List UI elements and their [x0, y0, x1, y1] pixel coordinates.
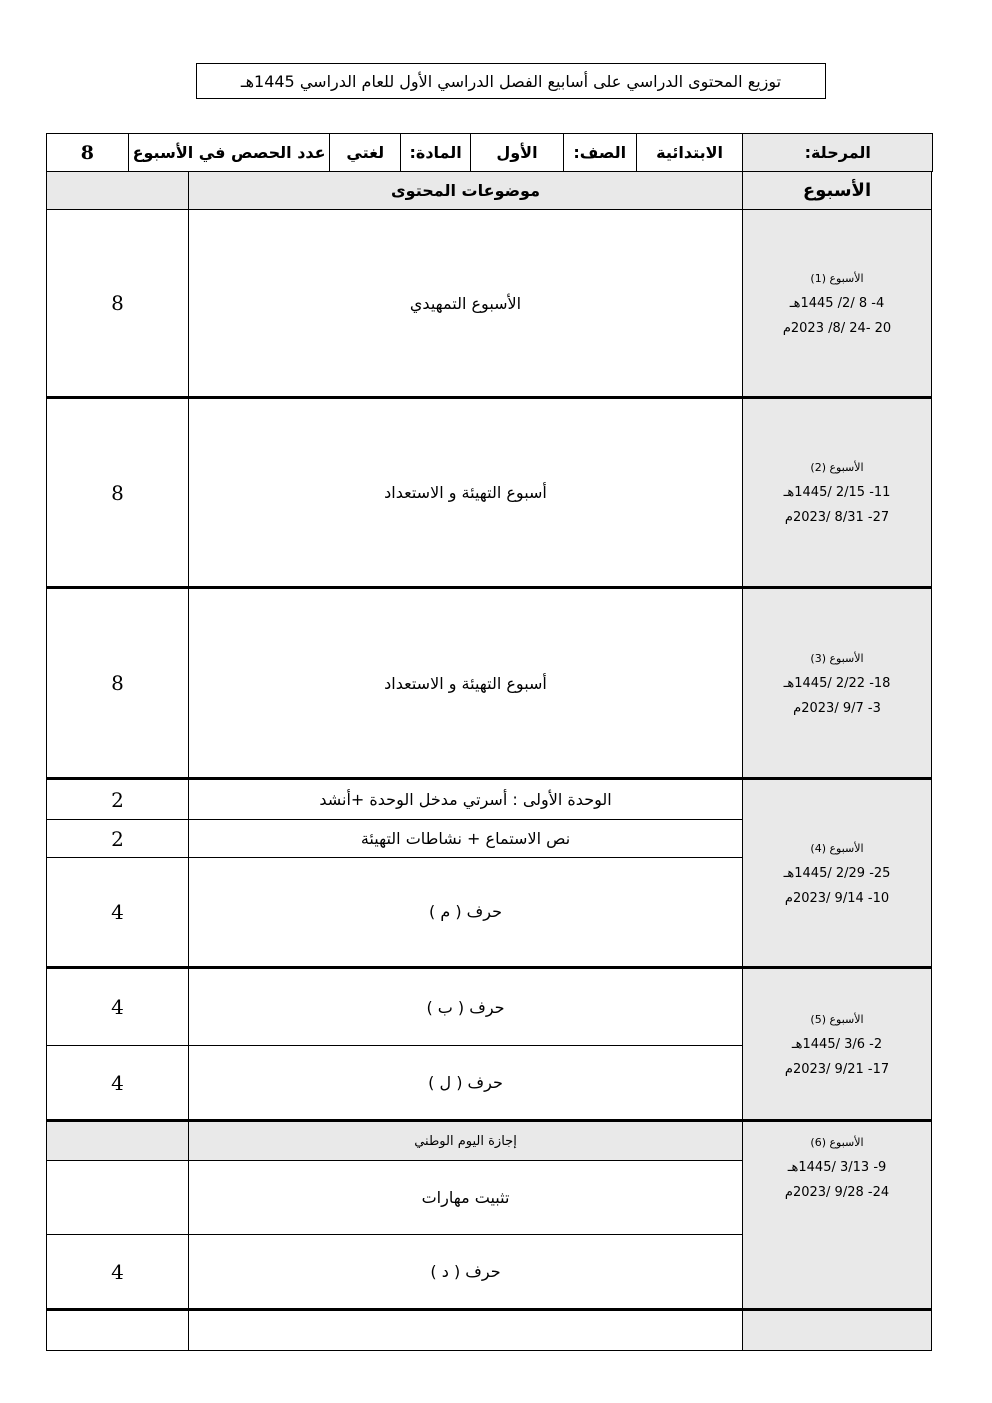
week-column-header: الأسبوع	[742, 171, 932, 210]
week-4-topics	[47, 780, 743, 969]
period-count: 2	[46, 779, 189, 820]
info-header-row	[47, 134, 933, 172]
topic-cell: حرف ( د )	[188, 1234, 743, 1311]
topic-cell: الوحدة الأولى : أسرتي مدخل الوحدة +أنشد	[188, 779, 743, 820]
week-label: الأسبوع (1)	[810, 271, 864, 285]
week-hijri-date: 2- 3/6 /1445هـ	[791, 1036, 883, 1052]
stage-label: المرحلة:	[742, 133, 933, 172]
week-6-cell	[742, 1121, 932, 1311]
period-count	[46, 1160, 189, 1235]
week-gregorian-date: 3- 9/7 /2023م	[793, 700, 881, 716]
topic-cell: حرف ( ب )	[188, 968, 743, 1046]
period-count: 4	[46, 857, 189, 969]
empty-cell	[46, 1310, 189, 1351]
period-count: 4	[46, 968, 189, 1046]
subject-value: لغتي	[329, 133, 401, 172]
week-label: الأسبوع (5)	[810, 1012, 864, 1026]
empty-row	[47, 1311, 933, 1351]
holiday-cell: إجازة اليوم الوطني	[188, 1121, 743, 1161]
stage-value: الابتدائية	[636, 133, 744, 172]
week-hijri-date: 25- 2/29 /1445هـ	[783, 865, 891, 881]
week-5-row	[47, 969, 933, 1122]
period-count: 8	[46, 396, 189, 589]
period-count: 2	[46, 819, 189, 857]
period-count: 8	[46, 588, 189, 780]
page-title: توزيع المحتوى الدراسي على أسابيع الفصل الدراسي الأول للعام الدراسي 1445هـ	[196, 63, 826, 99]
topic-row	[47, 780, 743, 820]
week-5-topics	[47, 969, 743, 1122]
topic-cell: حرف ( م )	[188, 857, 743, 969]
subject-label: المادة:	[400, 133, 471, 172]
empty-week-cell	[742, 1310, 932, 1351]
topic-row	[47, 858, 743, 969]
week-label: الأسبوع (3)	[810, 651, 864, 665]
topic-row	[47, 969, 743, 1046]
week-1-cell	[742, 209, 932, 397]
topic-row	[47, 1046, 743, 1122]
week-gregorian-date: 27- 8/31 /2023م	[784, 510, 890, 525]
week-6-row	[47, 1122, 933, 1311]
week-4-cell	[742, 779, 932, 969]
week-1-row	[47, 210, 933, 397]
period-count	[46, 1121, 189, 1161]
week-gregorian-date: 17- 9/21 /2023م	[784, 1061, 890, 1077]
week-label: الأسبوع (6)	[810, 1136, 864, 1149]
topic-cell: الأسبوع التمهيدي	[188, 209, 743, 397]
week-gregorian-date: 24- 9/28 /2023م	[784, 1185, 890, 1200]
week-5-cell	[742, 968, 932, 1122]
topic-cell: حرف ( ل )	[188, 1045, 743, 1122]
topic-cell: تثبيت مهارات	[188, 1160, 743, 1235]
week-2-row	[47, 397, 933, 589]
week-2-cell	[742, 396, 932, 589]
topic-cell: أسبوع التهيئة و الاستعداد	[188, 588, 743, 780]
week-label: الأسبوع (4)	[810, 841, 864, 855]
week-hijri-date: 18- 2/22 /1445هـ	[783, 675, 891, 691]
week-3-cell	[742, 588, 932, 780]
week-4-row	[47, 780, 933, 969]
period-count: 4	[46, 1045, 189, 1122]
week-gregorian-date: 20 -24 /8/ 2023م	[782, 320, 892, 336]
period-count: 4	[46, 1234, 189, 1311]
empty-cell	[188, 1310, 743, 1351]
topic-cell: أسبوع التهيئة و الاستعداد	[188, 396, 743, 589]
distribution-table	[47, 134, 933, 1351]
topic-row	[47, 1122, 743, 1161]
topic-row	[47, 820, 743, 857]
column-header-row	[47, 172, 933, 210]
grade-label: الصف:	[563, 133, 637, 172]
week-hijri-date: 4- 8 /2/ 1445هـ	[789, 295, 885, 311]
topic-row	[47, 1235, 743, 1311]
week-gregorian-date: 10- 9/14 /2023م	[784, 890, 890, 906]
topic-row	[47, 1161, 743, 1235]
grade-value: الأول	[470, 133, 564, 172]
count-column-header	[46, 171, 189, 210]
week-6-topics	[47, 1122, 743, 1311]
week-3-row	[47, 589, 933, 780]
week-hijri-date: 9- 3/13 /1445هـ	[787, 1160, 887, 1175]
topics-column-header: موضوعات المحتوى	[188, 171, 743, 210]
periods-value: 8	[46, 133, 129, 172]
week-label: الأسبوع (2)	[810, 461, 864, 474]
period-count: 8	[46, 209, 189, 397]
topic-cell: نص الاستماع + نشاطات التهيئة	[188, 819, 743, 857]
periods-label: عدد الحصص في الأسبوع	[128, 133, 331, 172]
week-hijri-date: 11- 2/15 /1445هـ	[783, 485, 891, 500]
